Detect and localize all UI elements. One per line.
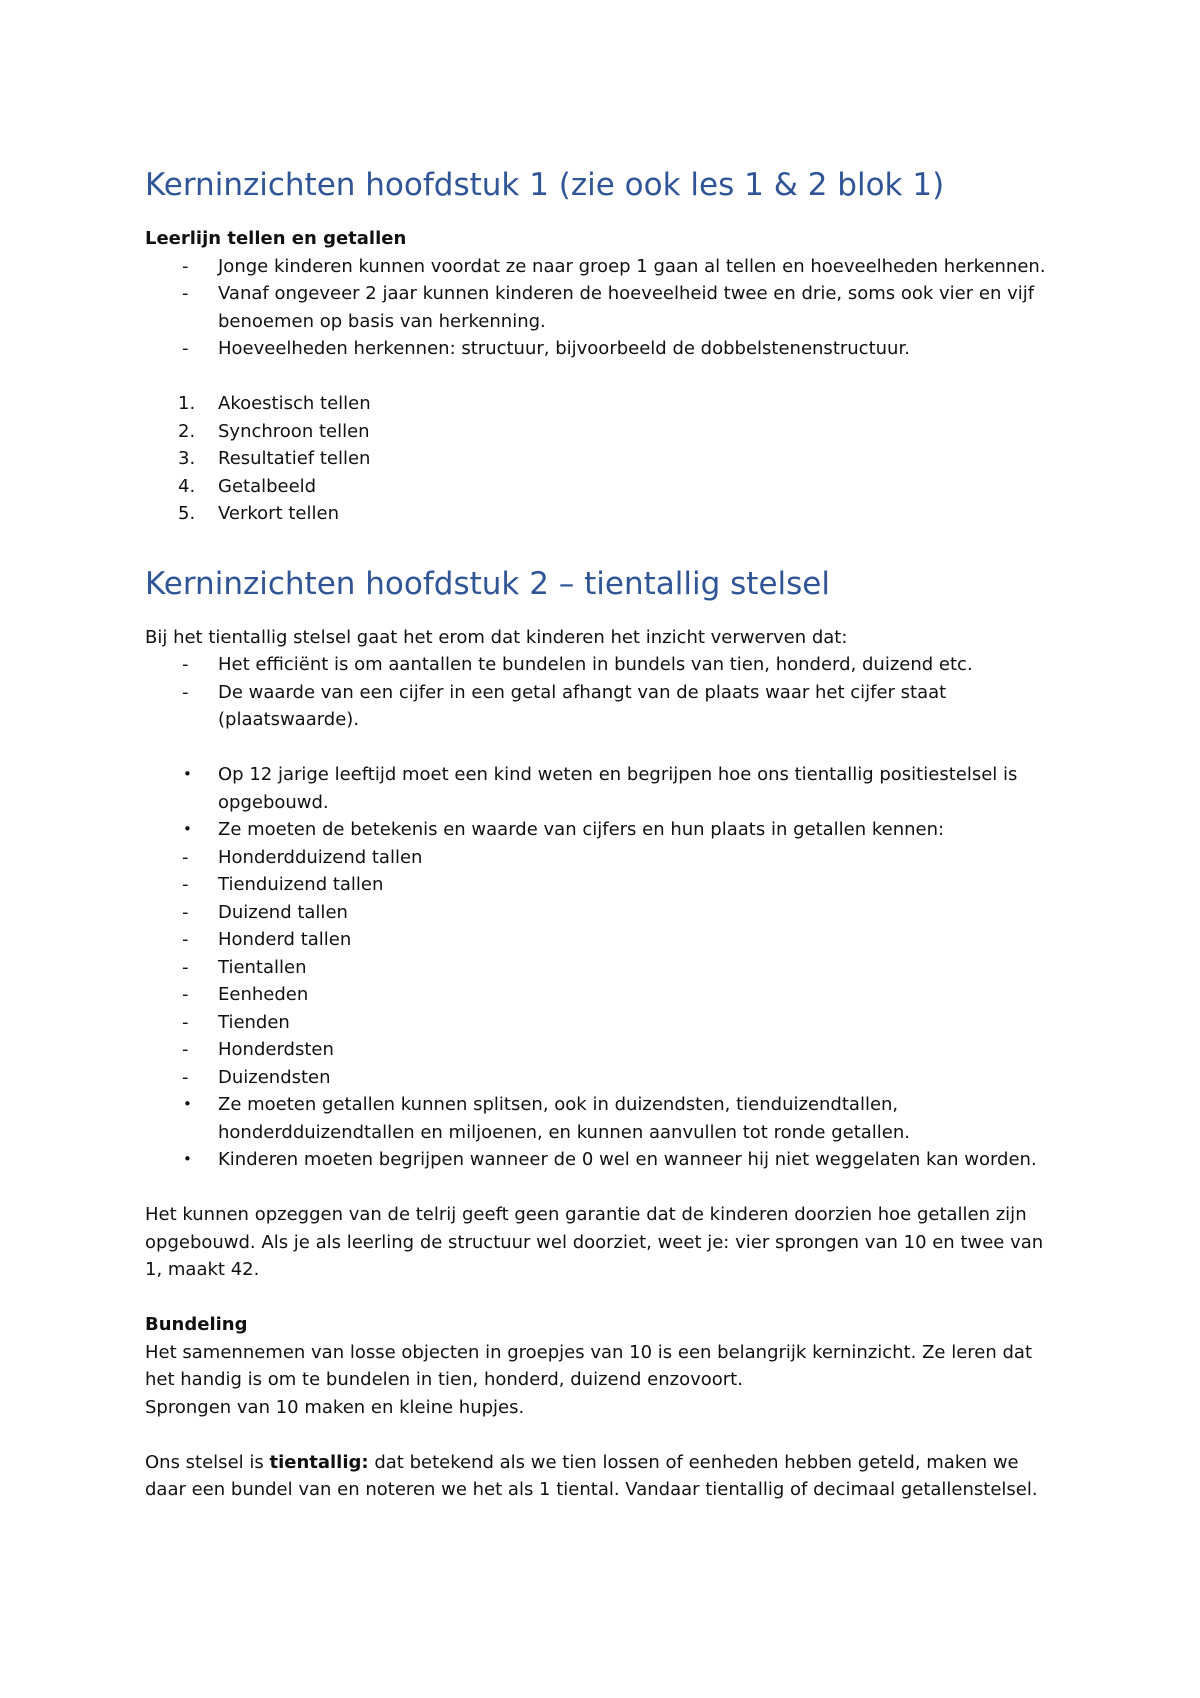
dash-marker: - — [182, 1011, 189, 1033]
list-item-text: Op 12 jarige leeftijd moet een kind weten en begrijpen hoe ons tientallig positiestelsel is opgebouwd. — [218, 764, 1018, 813]
list-item-text: Akoestisch tellen — [218, 393, 371, 414]
stelsel-rest: dat betekend als we tien lossen of eenheden hebben geteld, maken we daar een bundel van en noteren we het als 1 tiental. Vandaar tientallig of decimaal getallenstelsel. — [145, 1451, 1038, 1500]
list-item-text: Tientallen — [218, 956, 307, 978]
spacer — [145, 1421, 1065, 1449]
list-item — [145, 761, 1065, 816]
list-item-text: Ze moeten de betekenis en waarde van cijfers en hun plaats in getallen kennen: — [218, 819, 945, 840]
bullet-marker: • — [183, 765, 192, 783]
dash-marker: - — [182, 901, 189, 923]
numbered-item — [145, 418, 1065, 446]
list-item — [145, 280, 1065, 335]
sprongen-paragraph: Sprongen van 10 maken en kleine hupjes. — [145, 1396, 525, 1418]
list-item — [145, 844, 1065, 872]
list-item — [145, 899, 1065, 927]
list-item-text: Getalbeeld — [218, 475, 317, 497]
subheading-leerlijn: Leerlijn tellen en getallen — [145, 228, 407, 249]
dash-marker: - — [182, 1039, 189, 1060]
bundeling-paragraph: Het samennemen van losse objecten in groepjes van 10 is een belangrijk kerninzicht. Ze leren dat het handig is om te bundelen in tien, honderd, duizend enzovoort. — [145, 1341, 1033, 1390]
list-item — [145, 253, 1065, 281]
list-item — [145, 651, 1065, 679]
list-item — [145, 871, 1065, 899]
list-item-text: Synchroon tellen — [218, 420, 370, 442]
list-item — [145, 954, 1065, 982]
list-item-text: Jonge kinderen kunnen voordat ze naar groep 1 gaan al tellen en hoeveelheden herkennen. — [218, 255, 1046, 277]
list-item — [145, 816, 1065, 844]
list-item-text: Verkort tellen — [218, 503, 339, 524]
tellen-numbered-list — [145, 390, 1065, 528]
stelsel-paragraph — [145, 1449, 1065, 1504]
bullet-marker: • — [183, 1150, 192, 1168]
heading-hoofdstuk-1: Kerninzichten hoofdstuk 1 (zie ook les 1 & 2 blok 1) — [145, 167, 945, 203]
list-item — [145, 981, 1065, 1009]
numbered-item — [145, 473, 1065, 501]
bullet-marker: • — [183, 820, 192, 838]
number-marker: 5. — [178, 503, 196, 524]
list-item — [145, 926, 1065, 954]
document-body — [145, 163, 1065, 1504]
dash-marker: - — [182, 1066, 189, 1088]
dash-marker: - — [182, 654, 189, 675]
number-marker: 3. — [178, 448, 196, 469]
intro-paragraph: Bij het tientallig stelsel gaat het erom dat kinderen het inzicht verwerven dat: — [145, 626, 848, 648]
numbered-item — [145, 500, 1065, 528]
stelsel-lead: Ons stelsel is — [145, 1451, 270, 1473]
dash-marker: - — [182, 338, 189, 359]
dash-marker: - — [182, 874, 189, 895]
subheading-bundeling: Bundeling — [145, 1314, 248, 1335]
dash-marker: - — [182, 984, 189, 1005]
list-item — [145, 1091, 1065, 1146]
list-item-text: Het efficiënt is om aantallen te bundelen in bundels van tien, honderd, duizend etc. — [218, 654, 973, 675]
list-item — [145, 1036, 1065, 1064]
list-item-text: Duizend tallen — [218, 901, 348, 923]
spacer — [145, 734, 1065, 762]
list-item-text: Duizendsten — [218, 1066, 331, 1088]
bullet-marker: • — [183, 1095, 192, 1113]
dash-marker: - — [182, 681, 189, 703]
spacer — [145, 1284, 1065, 1312]
kennis-list — [145, 761, 1065, 1174]
inzicht-list — [145, 651, 1065, 734]
stelsel-emphasis: tientallig: — [269, 1451, 369, 1473]
number-marker: 2. — [178, 420, 196, 442]
number-marker: 4. — [178, 475, 196, 497]
dash-marker: - — [182, 283, 189, 304]
numbered-item — [145, 390, 1065, 418]
list-item-text: Vanaf ongeveer 2 jaar kunnen kinderen de hoeveelheid twee en drie, soms ook vier en vijf benoemen op basis van herkenning. — [218, 283, 1035, 332]
telrij-paragraph: Het kunnen opzeggen van de telrij geeft geen garantie dat de kinderen doorzien hoe getallen zijn opgebouwd. Als je als leerling de structuur wel doorziet, weet je: vier sprongen van 10 en twee van 1, maakt 42. — [145, 1204, 1044, 1280]
heading-hoofdstuk-2: Kerninzichten hoofdstuk 2 – tientallig stelsel — [145, 565, 830, 602]
list-item-text: Tienden — [218, 1011, 290, 1033]
number-marker: 1. — [178, 393, 196, 414]
list-item-text: Ze moeten getallen kunnen splitsen, ook in duizendsten, tienduizendtallen, honderdduizendtallen en miljoenen, en kunnen aanvullen tot ronde getallen. — [218, 1094, 911, 1143]
list-item-text: Honderdsten — [218, 1039, 334, 1060]
dash-marker: - — [182, 929, 189, 950]
list-item — [145, 1146, 1065, 1174]
dash-marker: - — [182, 846, 189, 868]
spacer — [145, 1174, 1065, 1202]
leerlijn-list — [145, 253, 1065, 363]
list-item-text: De waarde van een cijfer in een getal afhangt van de plaats waar het cijfer staat (plaatswaarde). — [218, 681, 947, 730]
list-item-text: Eenheden — [218, 984, 309, 1005]
list-item-text: Kinderen moeten begrijpen wanneer de 0 wel en wanneer hij niet weggelaten kan worden. — [218, 1149, 1037, 1170]
list-item-text: Honderd tallen — [218, 929, 352, 950]
numbered-item — [145, 445, 1065, 473]
dash-marker: - — [182, 956, 189, 978]
list-item — [145, 1009, 1065, 1037]
list-item — [145, 679, 1065, 734]
spacer — [145, 363, 1065, 391]
list-item — [145, 1064, 1065, 1092]
list-item-text: Honderdduizend tallen — [218, 846, 423, 868]
list-item — [145, 335, 1065, 363]
list-item-text: Hoeveelheden herkennen: structuur, bijvoorbeeld de dobbelstenenstructuur. — [218, 338, 910, 359]
dash-marker: - — [182, 255, 189, 277]
list-item-text: Tienduizend tallen — [218, 874, 384, 895]
list-item-text: Resultatief tellen — [218, 448, 371, 469]
